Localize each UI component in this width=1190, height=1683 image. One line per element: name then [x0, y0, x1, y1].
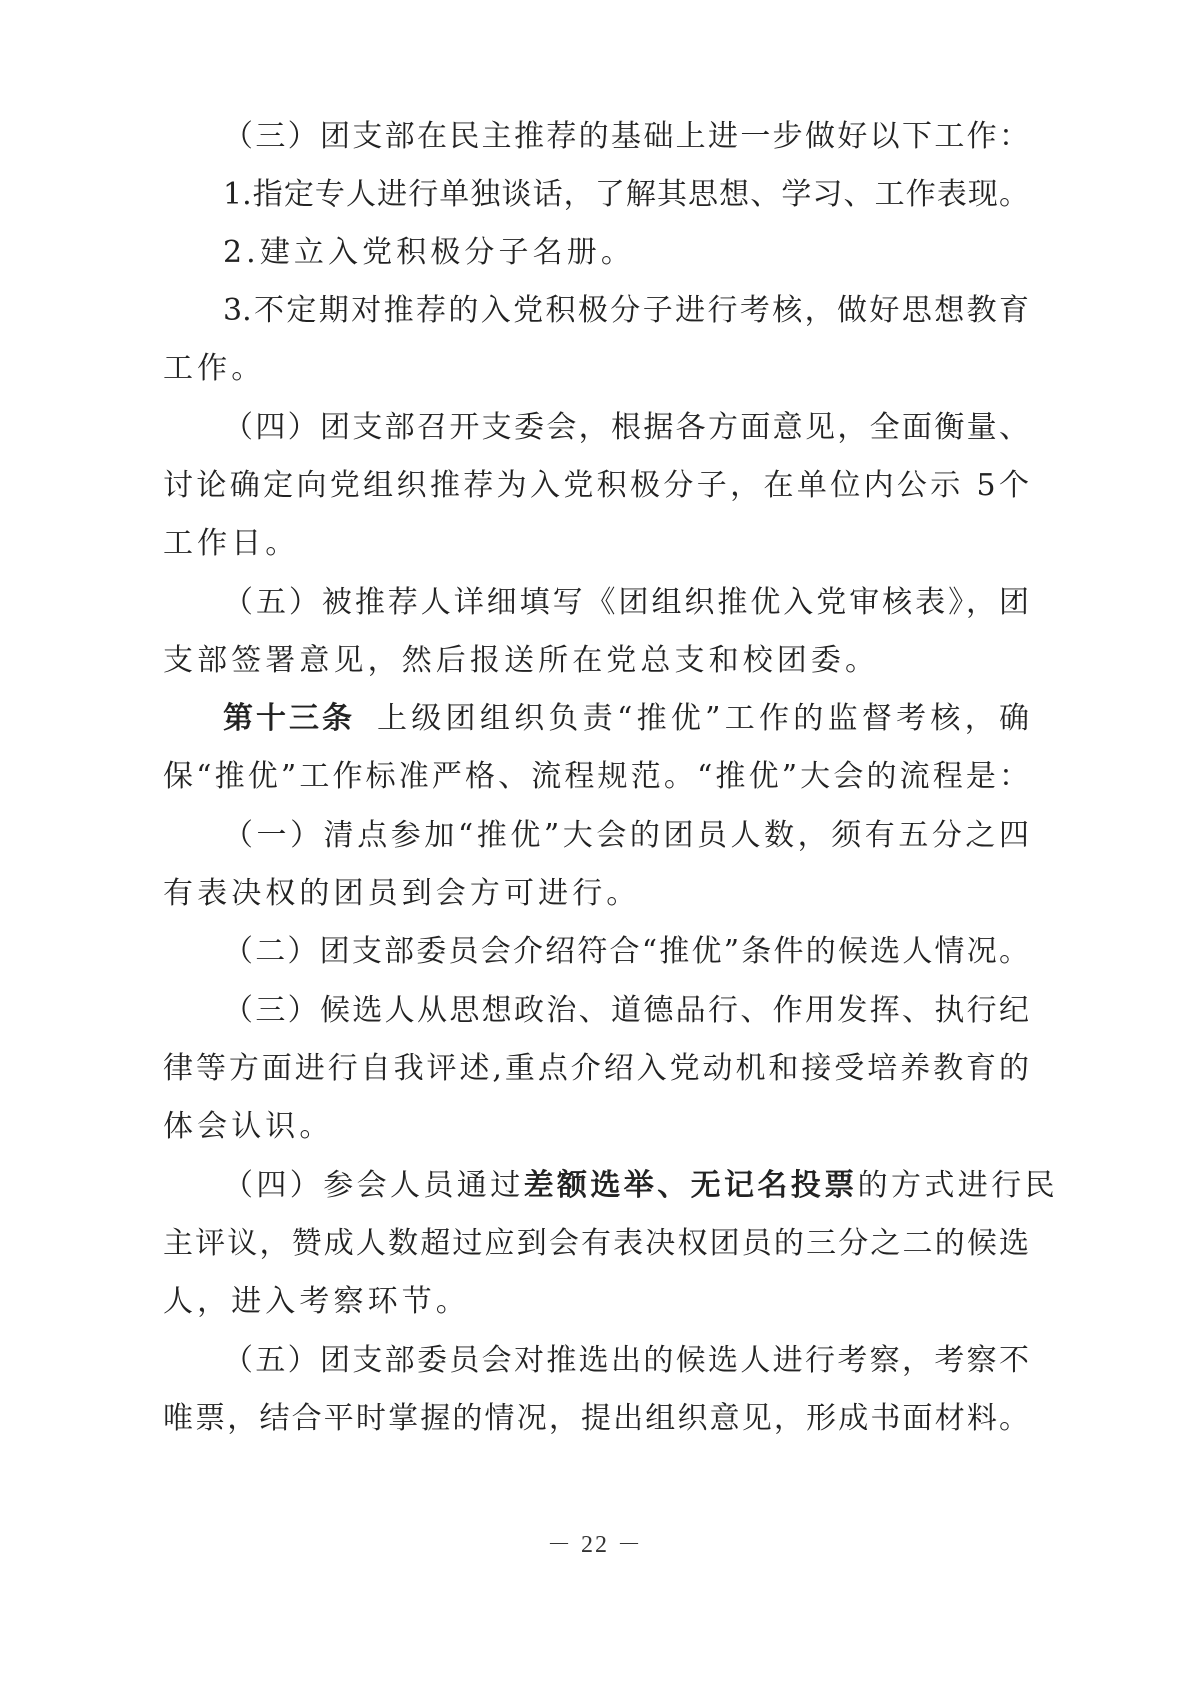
text-line: 上级团组织负责“推优”工作的监督考核，确	[377, 701, 1029, 736]
text-line: 工作日。	[163, 526, 300, 561]
text-line: 2.建立入党积极分子名册。	[223, 235, 635, 270]
article-13-line	[223, 699, 1029, 739]
text-line: 律等方面进行自我评述,重点介绍入党动机和接受培养教育的	[163, 1051, 1029, 1086]
text-line: 唯票，结合平时掌握的情况，提出组织意见，形成书面材料。	[163, 1401, 1029, 1436]
text-line: （五）团支部委员会对推选出的候选人进行考察，考察不	[223, 1343, 1029, 1378]
text-line-mixed	[223, 1166, 1059, 1206]
text-line: 支部签署意见，然后报送所在党总支和校团委。	[163, 643, 880, 678]
text-line: （五）被推荐人详细填写《团组织推优入党审核表》，团	[223, 585, 1029, 620]
text-line: 主评议，赞成人数超过应到会有表决权团员的三分之二的候选	[163, 1226, 1029, 1261]
text-line: 1.指定专人进行单独谈话，了解其思想、学习、工作表现。	[223, 177, 1029, 212]
text-line: 3.不定期对推荐的入党积极分子进行考核，做好思想教育	[223, 293, 1029, 328]
text-line: （一）清点参加“推优”大会的团员人数，须有五分之四	[223, 818, 1029, 853]
article-label: 第十三条	[223, 701, 355, 736]
text-line: 人，进入考察环节。	[163, 1284, 470, 1319]
text-line: 有表决权的团员到会方可进行。	[163, 876, 641, 911]
text-line: 工作。	[163, 351, 266, 386]
text-line: 讨论确定向党组织推荐为入党积极分子，在单位内公示 5个	[163, 468, 1029, 503]
page-number: － 22 －	[547, 1532, 643, 1558]
text-line: 体会认识。	[163, 1109, 334, 1144]
text-line: （三）团支部在民主推荐的基础上进一步做好以下工作：	[223, 119, 1029, 154]
text-line: （二）团支部委员会介绍符合“推优”条件的候选人情况。	[223, 934, 1029, 969]
text-line: （三）候选人从思想政治、道德品行、作用发挥、执行纪	[223, 993, 1029, 1028]
text-segment: 的方式进行民	[857, 1168, 1059, 1203]
text-segment: （四）参会人员通过	[223, 1168, 524, 1203]
bold-emphasis: 差额选举、无记名投票	[523, 1168, 858, 1203]
text-line: 保“推优”工作标准严格、流程规范。“推优”大会的流程是：	[163, 759, 1029, 794]
text-line: （四）团支部召开支委会，根据各方面意见，全面衡量、	[223, 410, 1029, 445]
